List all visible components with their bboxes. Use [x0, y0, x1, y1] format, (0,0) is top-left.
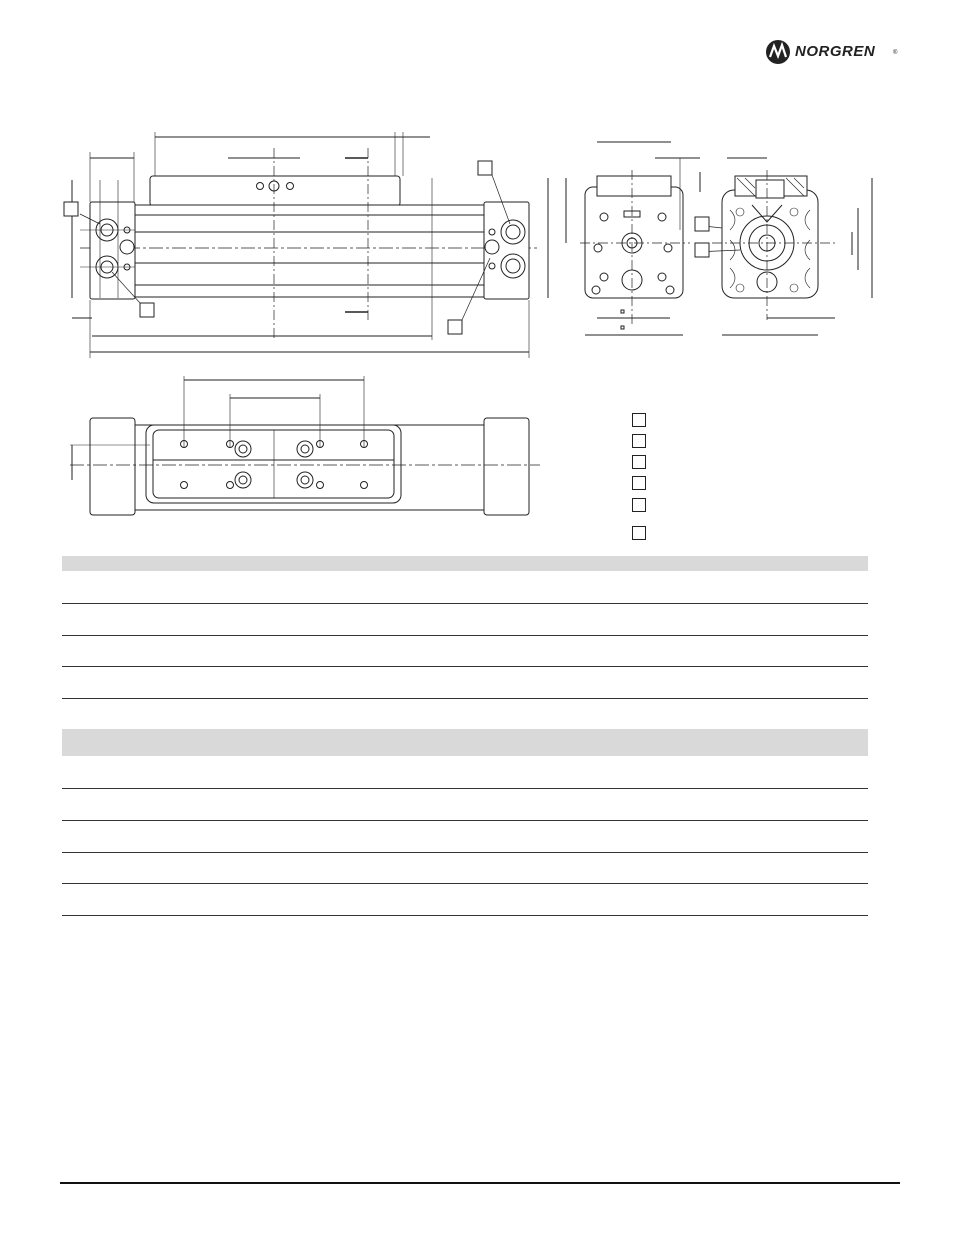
table-row: [62, 756, 868, 789]
dimension-table-1: [62, 556, 868, 699]
legend-box: [632, 476, 646, 490]
table-row: [62, 789, 868, 821]
table-row: [62, 604, 868, 636]
footer-rule: [60, 1182, 900, 1184]
table-row: [62, 571, 868, 604]
technical-drawings: [0, 0, 954, 560]
table-header: [62, 556, 868, 571]
legend-box: [632, 413, 646, 427]
end-view: [548, 142, 700, 335]
side-view: [64, 132, 540, 358]
table-row: [62, 821, 868, 853]
legend-box: [632, 455, 646, 469]
table-row: [62, 853, 868, 884]
legend-box: [632, 498, 646, 512]
dimension-table-2: [62, 729, 868, 916]
brand-name: NORGREN: [795, 43, 876, 60]
cross-section: [695, 158, 872, 335]
top-view: [70, 376, 540, 515]
table-header: [62, 729, 868, 756]
legend-box: [632, 434, 646, 448]
registered-mark: ®: [893, 50, 898, 56]
table-row: [62, 884, 868, 916]
legend-box: [632, 526, 646, 540]
table-row: [62, 667, 868, 699]
table-row: [62, 636, 868, 667]
